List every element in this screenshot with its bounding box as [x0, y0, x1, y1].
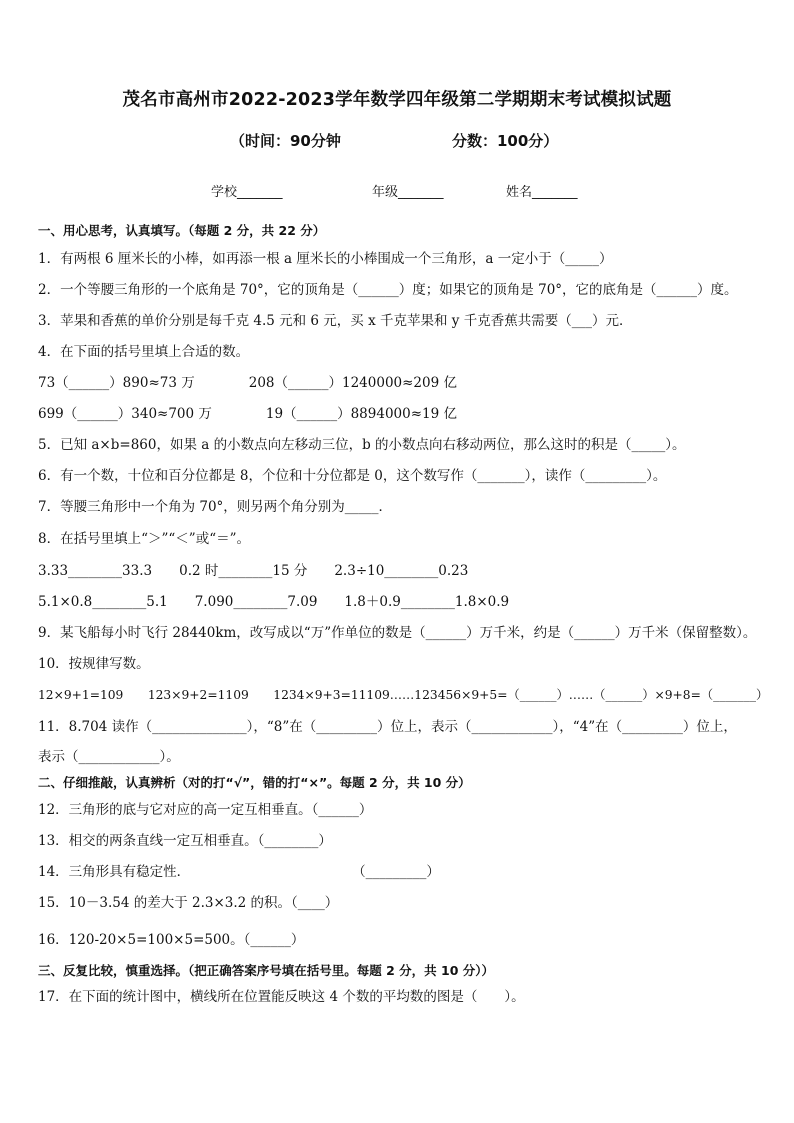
exam-time: （时间：90分钟 — [230, 132, 341, 150]
section-2-heading: 二、仔细推敲，认真辨析（对的打“√”，错的打“×”。每题 2 分，共 10 分） — [38, 775, 471, 790]
question-8-row-2: 5.1×0.8________5.1 7.090________7.09 1.8＋0.9________1.8×0.9 — [38, 594, 510, 610]
section-1-heading: 一、用心思考，认真填写。（每题 2 分，共 22 分） — [38, 223, 326, 238]
question-11: 11．8.704 读作（______________），“8”在（_________）位上，表示（____________），“4”在（_________）位上， — [38, 719, 737, 735]
grade-field: 年级_______ — [372, 185, 444, 200]
question-8: 8．在括号里填上“＞”“＜”或“＝”。 — [38, 531, 250, 547]
question-10: 10．按规律写数。 — [38, 656, 150, 672]
question-8-row-1: 3.33________33.3 0.2 时________15 分 2.3÷10________0.23 — [38, 563, 469, 579]
question-4-row-2: 699（______）340≈700 万 19（______）8894000≈19 亿 — [38, 406, 457, 422]
question-4: 4．在下面的括号里填上合适的数。 — [38, 344, 250, 360]
name-field: 姓名_______ — [506, 185, 578, 200]
question-11-cont: 表示（____________）。 — [38, 749, 180, 765]
question-12: 12．三角形的底与它对应的高一定互相垂直。（______） — [38, 802, 373, 818]
question-3: 3．苹果和香蕉的单价分别是每千克 4.5 元和 6 元，买 x 千克苹果和 y 千克香蕉共需要（___）元． — [38, 313, 633, 329]
question-16: 16．120-20×5=100×5=500。（______） — [38, 932, 305, 948]
question-1: 1．有两根 6 厘米长的小棒，如再添一根 a 厘米长的小棒围成一个三角形，a 一定小于（_____） — [38, 251, 613, 267]
school-field: 学校_______ — [211, 185, 283, 200]
question-2: 2．一个等腰三角形的一个底角是 70°，它的顶角是（______）度；如果它的顶角是 70°，它的底角是（______）度。 — [38, 282, 738, 298]
question-14: 14．三角形具有稳定性． （_________） — [38, 864, 440, 880]
question-4-row-1: 73（______）890≈73 万 208（______）1240000≈209 亿 — [38, 375, 457, 391]
question-15: 15．10－3.54 的差大于 2.3×3.2 的积。（____） — [38, 895, 339, 911]
question-17: 17．在下面的统计图中，横线所在位置能反映这 4 个数的平均数的图是（ ）。 — [38, 989, 525, 1005]
page-title: 茂名市高州市2022-2023学年数学四年级第二学期期末考试模拟试题 — [122, 90, 672, 110]
question-10-row: 12×9+1=109 123×9+2=1109 1234×9+3=11109……123456×9+5=（______）……（______）×9+8=（_______） — [38, 688, 769, 702]
section-3-heading: 三、反复比较，慎重选择。（把正确答案序号填在括号里。每题 2 分，共 10 分）） — [38, 963, 495, 978]
question-7: 7．等腰三角形中一个角为 70°，则另两个角分别为_____． — [38, 499, 393, 515]
question-13: 13．相交的两条直线一定互相垂直。（________） — [38, 833, 332, 849]
question-9: 9．某飞船每小时飞行 28440km，改写成以“万”作单位的数是（______）万千米，约是（______）万千米（保留整数）。 — [38, 625, 757, 641]
question-5: 5．已知 a×b=860，如果 a 的小数点向左移动三位，b 的小数点向右移动两位，那么这时的积是（_____）。 — [38, 437, 686, 453]
exam-score: 分数：100分） — [452, 132, 559, 150]
question-6: 6．有一个数，十位和百分位都是 8，个位和十分位都是 0，这个数写作（_______），读作（_________）。 — [38, 468, 667, 484]
